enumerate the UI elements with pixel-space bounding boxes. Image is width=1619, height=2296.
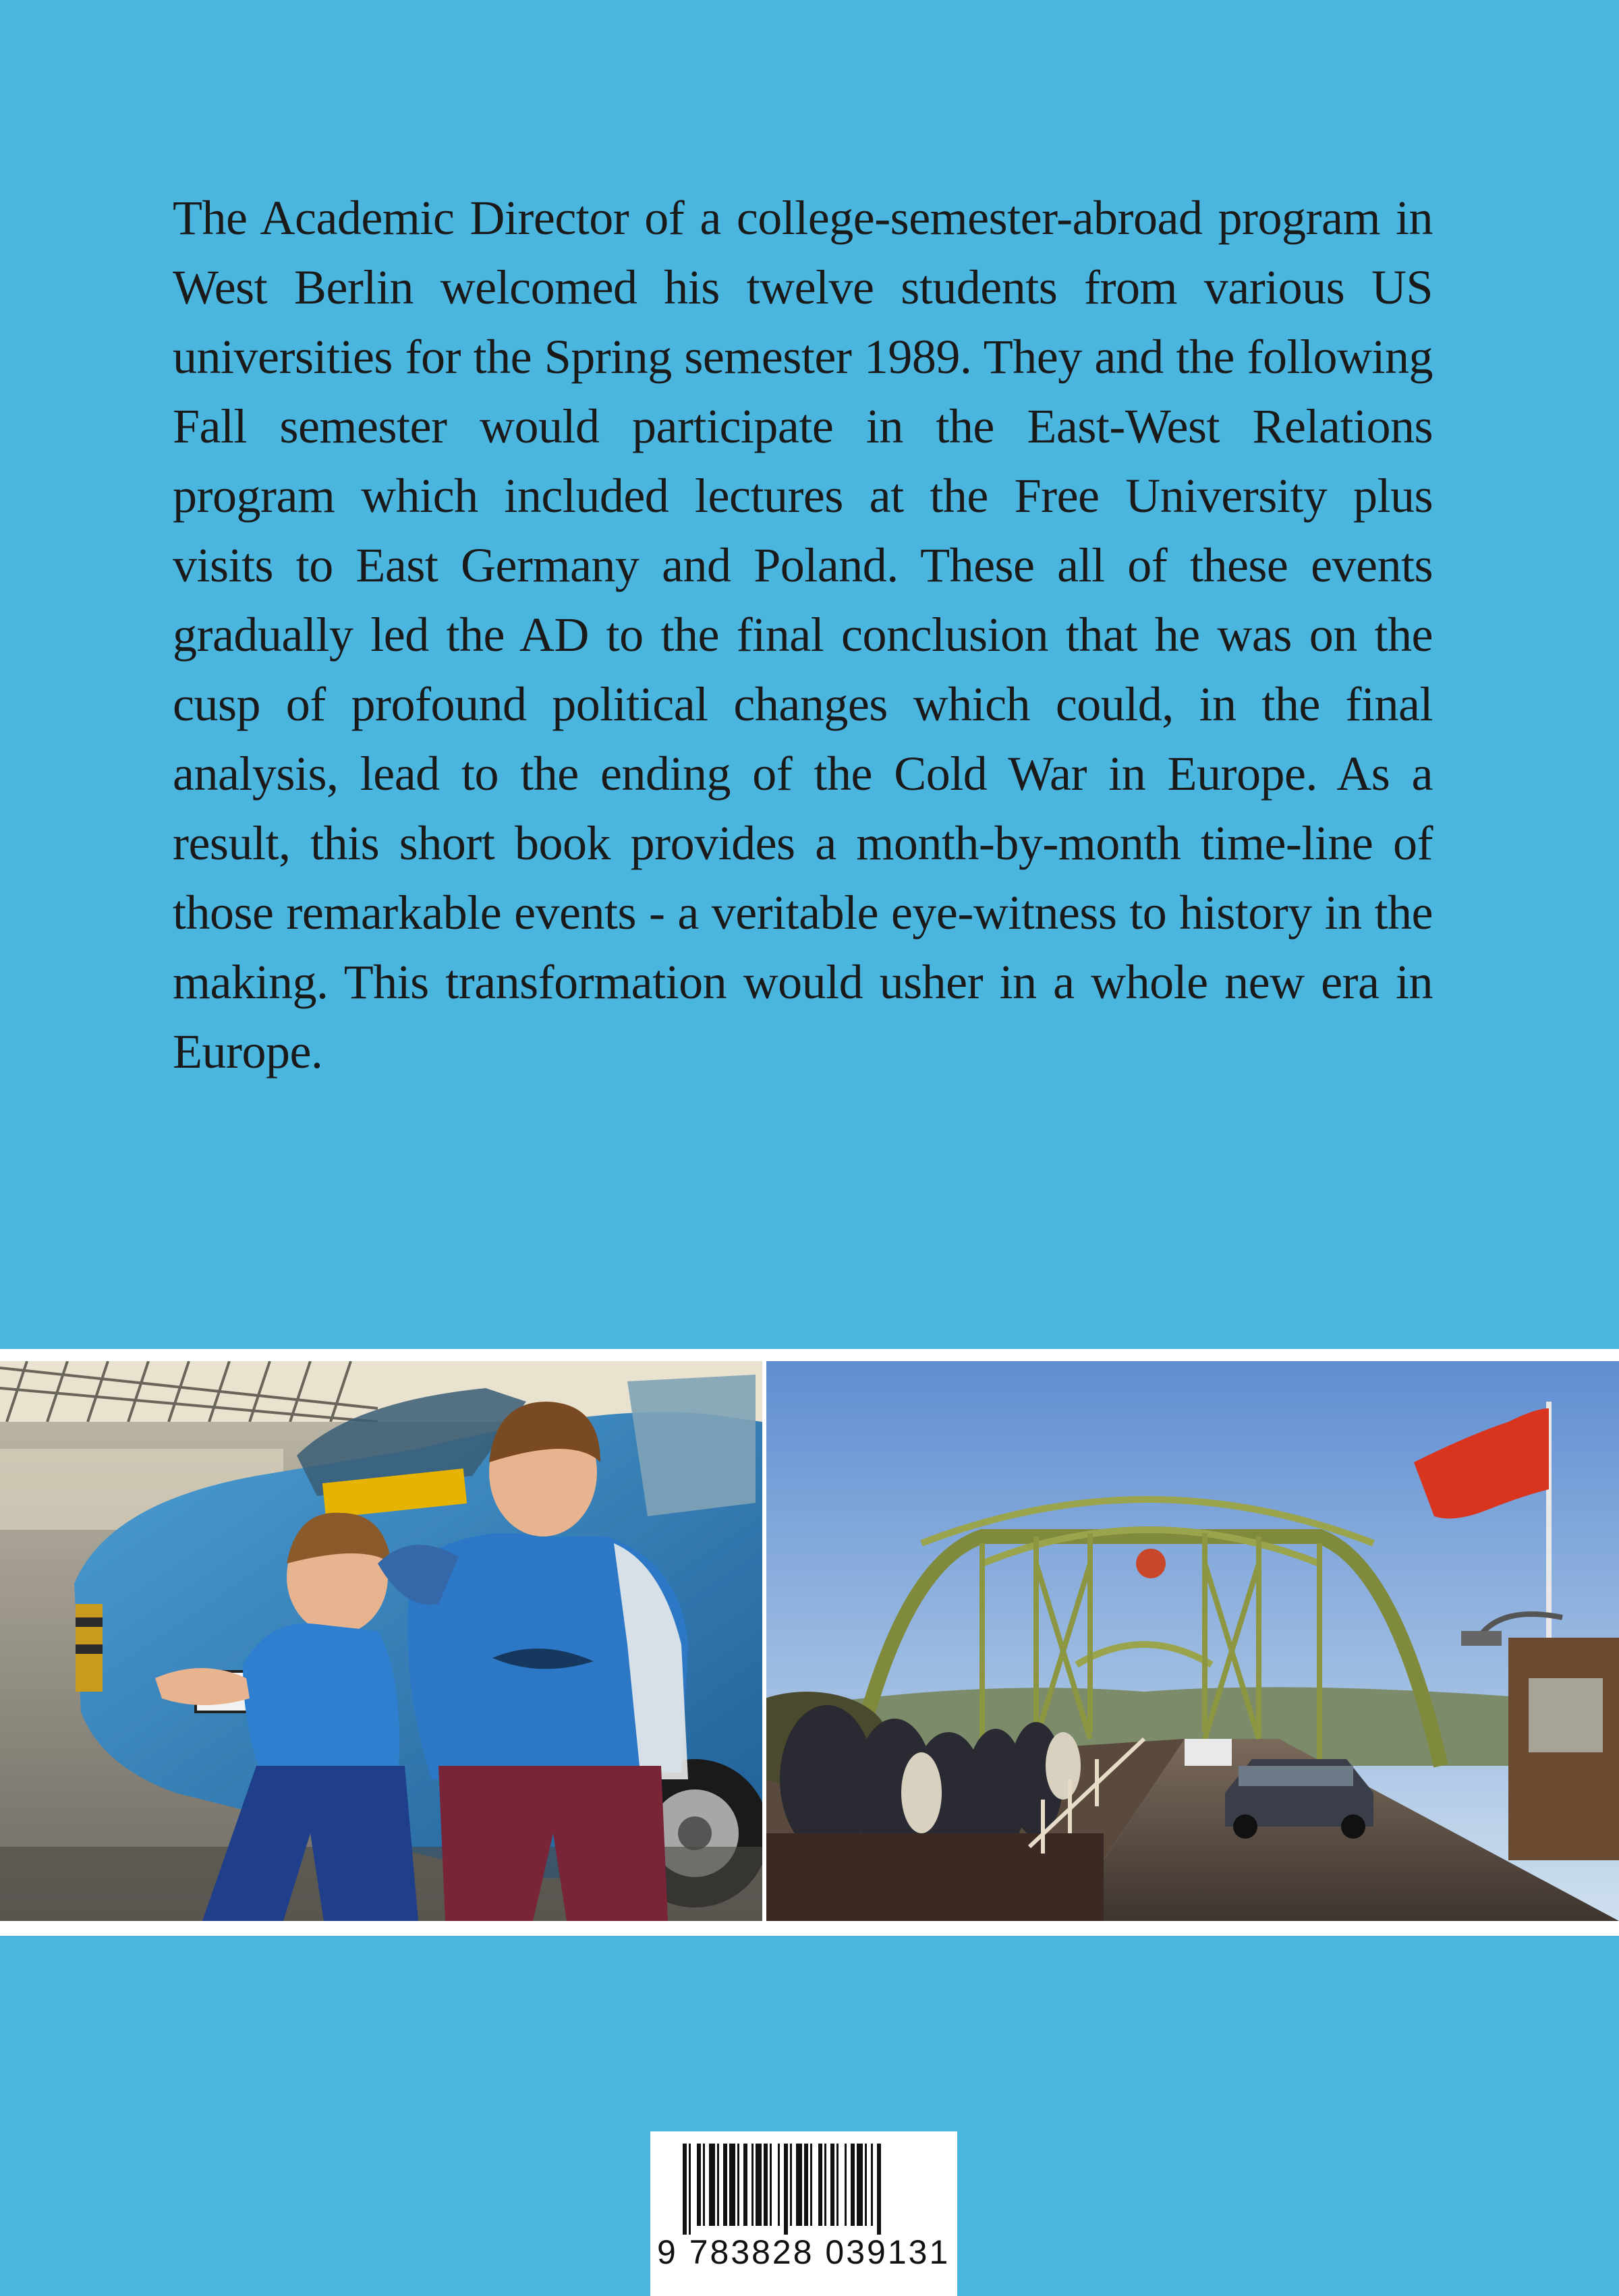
barcode-bar [836, 2144, 839, 2226]
barcode-bar [683, 2144, 687, 2235]
barcode-bar [830, 2144, 834, 2226]
barcode-bar [804, 2144, 808, 2226]
barcode-bar [770, 2144, 772, 2226]
barcode-bar [756, 2144, 762, 2226]
barcode-bar [764, 2144, 768, 2226]
barcode-bar [857, 2144, 863, 2226]
barcode-bar [845, 2144, 847, 2226]
photo-boys-with-car [0, 1361, 762, 1921]
barcode-bar [737, 2144, 739, 2226]
barcode-bar [871, 2144, 873, 2226]
barcode-bar [703, 2144, 705, 2226]
barcode-bar [709, 2144, 715, 2226]
barcode-bar [818, 2144, 822, 2226]
barcode-bar [697, 2144, 701, 2226]
barcode-bar [689, 2144, 691, 2235]
blurb-text: The Academic Director of a college-semester-abroad program in West Berlin welcomed his twelve students from various US universities for the Spring semester 1989. They and the following Fall semester would participate in the East-West Relations program which included lectures at the Free University plus visits to East Germany and Poland. These all of these events gradually led the AD to the final conclusion that he was on the cusp of profound political changes which could, in the final analysis, lead to the ending of the Cold War in Europe. As a result, this short book provides a month-by-month time-line of those remarkable events - a veritable eye-witness to history in the making. This transformation would usher in a whole new era in Europe. [173, 191, 1433, 1079]
photo-bridge-crossing [766, 1361, 1619, 1921]
barcode-bar [790, 2144, 792, 2226]
barcode-digits: 9 783828 039131 [657, 2233, 950, 2271]
barcode-bar [723, 2144, 727, 2226]
barcode-bar [778, 2144, 780, 2226]
photo-strip [0, 1349, 1619, 1936]
barcode-bar [743, 2144, 747, 2226]
barcode-bar [796, 2144, 802, 2226]
barcode-bar [810, 2144, 812, 2226]
barcode-bar [751, 2144, 754, 2226]
barcode-bar [729, 2144, 735, 2226]
barcode-bar [877, 2144, 881, 2235]
barcode-bar [865, 2144, 867, 2226]
isbn-barcode [650, 2131, 957, 2296]
barcode-bars [683, 2144, 926, 2235]
barcode-bar [824, 2144, 826, 2226]
barcode-bar [784, 2144, 788, 2235]
barcode-bar [717, 2144, 719, 2226]
barcode-bar [851, 2144, 855, 2226]
